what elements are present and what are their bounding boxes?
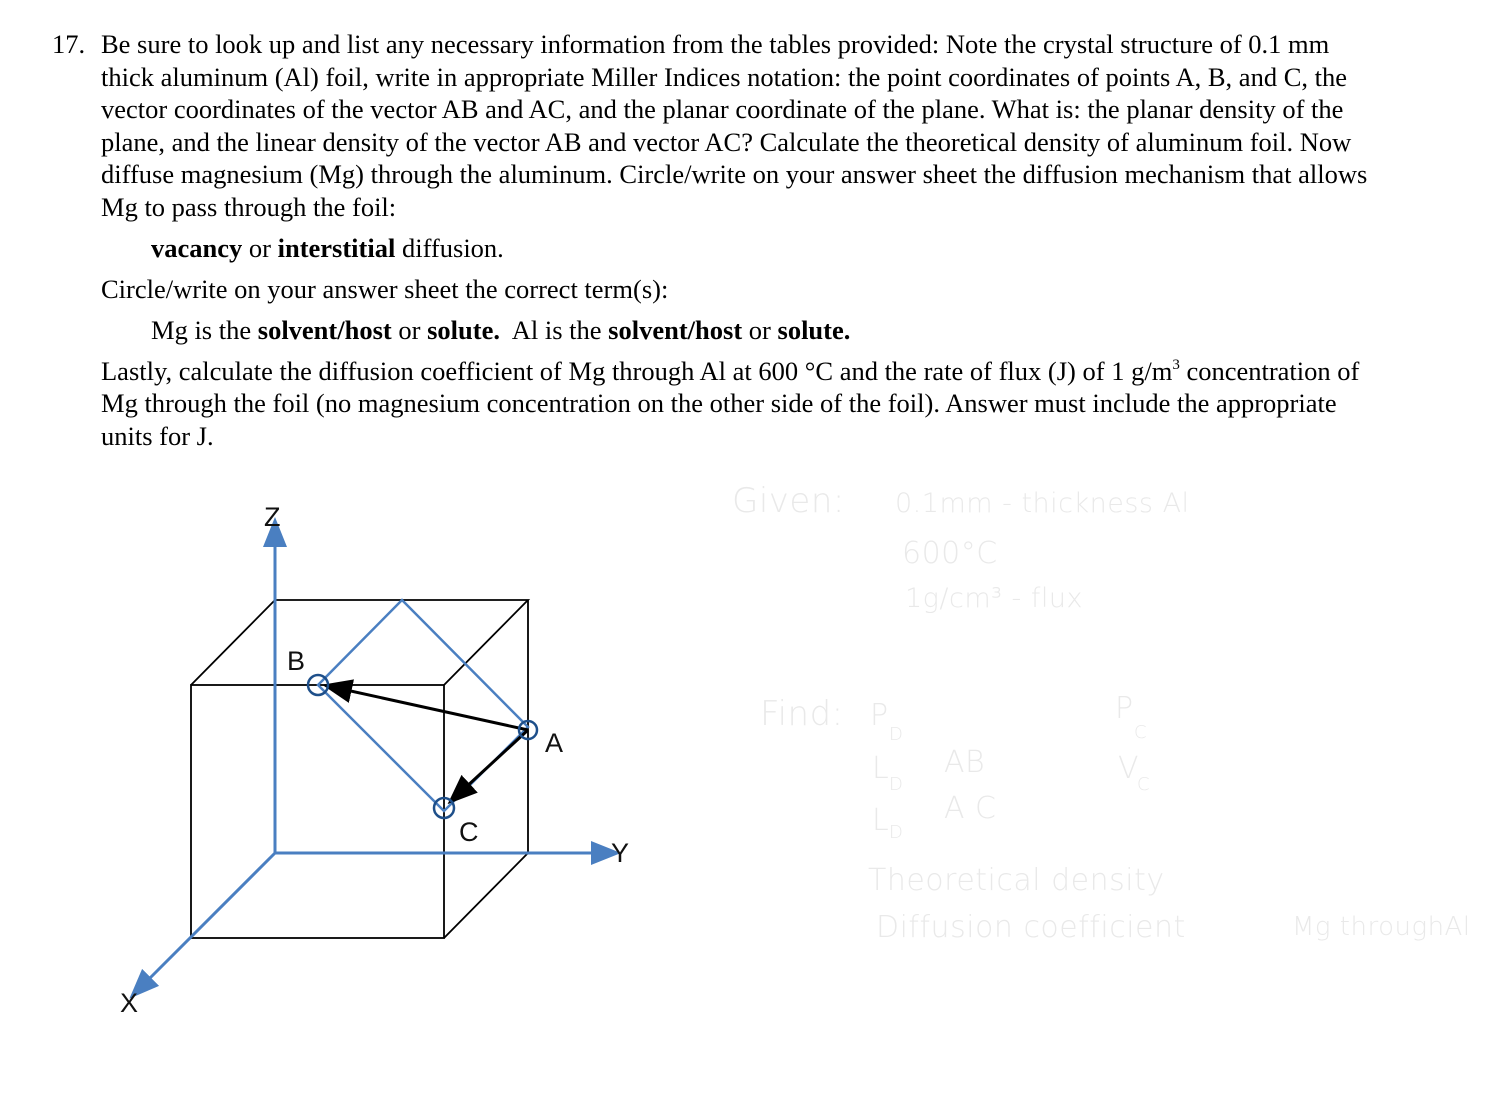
point-c-label: C — [459, 817, 479, 847]
note-ld2: L — [872, 803, 890, 838]
p3-text-rest: concentration of Mg through the foil (no magnesium concentration on the other side of the foil). Answer must include the appropriate units for J. — [101, 355, 1360, 451]
mg-option-solvent: solvent/host — [257, 315, 392, 345]
point-markers — [308, 675, 537, 818]
mg-or: or — [391, 315, 428, 345]
note-vc: V — [1118, 751, 1140, 786]
question-paragraph-1: Be sure to look up and list any necessary information from the tables provided: Note the crystal structure of 0.1 mm thick aluminum (Al) foil, write in appropriate Miller Indices notation: the point coordinates of points A, B, and C, the vector coordinates of the vector AB and AC, and the planar coordinate of the plane. What is: the planar density of the plane, and the linear density of the vector AB and vector AC? Calculate the theoretical density of aluminum foil. Now diffuse magnesium (Mg) through the aluminum. Circle/write on your answer sheet the diffusion mechanism that allows Mg to pass through the foil: — [101, 29, 1368, 222]
note-given-label: Given: — [732, 481, 845, 521]
axis-x-label: X — [120, 988, 139, 1018]
note-find-label: Find: — [760, 694, 844, 734]
note-mg-through-al: Mg throughAl — [1292, 912, 1471, 942]
axis-y-label: Y — [611, 838, 630, 868]
vector-ac — [452, 730, 528, 800]
note-planar-density: P — [870, 698, 889, 733]
handwritten-notes — [732, 481, 1471, 945]
option-tail: diffusion. — [395, 233, 504, 263]
axis-z-label: Z — [264, 502, 281, 532]
note-given-1: 0.1mm - thickness Al — [895, 488, 1190, 519]
x-axis — [140, 853, 275, 988]
note-theoretical-density: Theoretical density — [868, 863, 1165, 898]
al-prefix: Al is the — [499, 315, 609, 345]
al-option-solvent: solvent/host — [608, 315, 743, 345]
option-or: or — [242, 233, 278, 263]
note-ld-ab: AB — [944, 745, 986, 780]
note-given-3: 1g/cm³ - flux — [905, 583, 1083, 614]
note-vc-sub: C — [1137, 774, 1150, 795]
note-diffusion-coefficient: Diffusion coefficient — [876, 910, 1186, 945]
note-planar-density-sub: D — [889, 724, 903, 745]
note-ld-ac: A C — [944, 791, 997, 826]
al-or: or — [742, 315, 778, 345]
question-number: 17. — [52, 29, 86, 59]
p3-superscript: 3 — [1172, 356, 1180, 373]
option-interstitial: interstitial — [277, 233, 396, 263]
note-ld-sub: D — [889, 774, 903, 795]
option-vacancy: vacancy — [151, 233, 243, 263]
question-paragraph-2: Circle/write on your answer sheet the correct term(s): — [101, 273, 669, 304]
point-a-label: A — [545, 728, 564, 758]
note-ld2-sub: D — [889, 822, 903, 843]
al-option-solute: solute. — [777, 315, 851, 345]
note-pc: P — [1115, 691, 1134, 726]
note-given-2: 600°C — [902, 536, 998, 571]
point-b-label: B — [287, 646, 306, 676]
note-pc-sub: C — [1134, 722, 1147, 743]
note-ld: L — [872, 751, 890, 786]
mg-prefix: Mg is the — [151, 315, 258, 345]
mg-option-solute: solute. — [427, 315, 500, 345]
p3-text: Lastly, calculate the diffusion coefficient of Mg through Al at 600 °C and the rate of flux (J) of 1 g/m — [101, 355, 1173, 386]
